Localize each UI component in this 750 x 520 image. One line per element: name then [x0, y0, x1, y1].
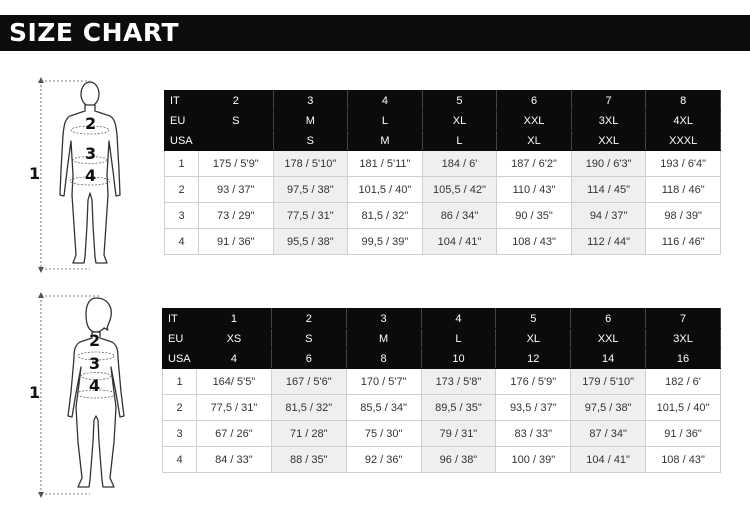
measurement-cell: 97,5 / 38" — [571, 395, 646, 421]
size-cell: XXL — [571, 329, 646, 349]
measurement-cell: 181 / 5'11" — [348, 151, 423, 177]
measurement-cell: 77,5 / 31" — [197, 395, 272, 421]
measurement-cell: 173 / 5'8" — [421, 369, 496, 395]
men-measurement-row — [165, 151, 721, 177]
size-cell: 3XL — [646, 329, 721, 349]
measurement-label: 1 — [163, 369, 197, 395]
size-cell: XL — [497, 131, 572, 151]
size-cell: L — [421, 329, 496, 349]
measurement-cell: 94 / 37" — [571, 203, 646, 229]
size-cell: 2 — [271, 309, 346, 329]
size-cell: 8 — [646, 91, 721, 111]
measurement-cell: 182 / 6' — [646, 369, 721, 395]
size-cell: XS — [197, 329, 272, 349]
measurement-label: 1 — [165, 151, 199, 177]
measurement-label: 4 — [163, 447, 197, 473]
size-system-label: EU — [165, 111, 199, 131]
measurement-cell: 190 / 6'3" — [571, 151, 646, 177]
size-system-label: IT — [163, 309, 197, 329]
male-figure-illustration — [30, 75, 130, 275]
women-waist-label: 3 — [89, 354, 101, 373]
size-cell: 4XL — [646, 111, 721, 131]
size-cell: XL — [422, 111, 497, 131]
measurement-label: 2 — [163, 395, 197, 421]
measurement-cell: 81,5 / 32" — [348, 203, 423, 229]
measurement-cell: 89,5 / 35" — [421, 395, 496, 421]
size-cell: 6 — [497, 91, 572, 111]
women-size-table — [162, 308, 721, 473]
women-header-row — [163, 309, 721, 329]
men-header-row — [165, 91, 721, 111]
measurement-cell: 178 / 5'10" — [273, 151, 348, 177]
measurement-cell: 77,5 / 31" — [273, 203, 348, 229]
measurement-cell: 176 / 5'9" — [496, 369, 571, 395]
measurement-label: 3 — [165, 203, 199, 229]
measurement-cell: 71 / 28" — [271, 421, 346, 447]
men-size-table — [164, 90, 721, 255]
size-cell: 3XL — [571, 111, 646, 131]
measurement-cell: 75 / 30" — [346, 421, 421, 447]
women-hips-label: 4 — [89, 376, 101, 395]
measurement-cell: 104 / 41" — [422, 229, 497, 255]
measurement-cell: 187 / 6'2" — [497, 151, 572, 177]
size-cell: 6 — [271, 349, 346, 369]
male-body-icon — [30, 75, 130, 275]
measurement-cell: 99,5 / 39" — [348, 229, 423, 255]
men-header-row — [165, 111, 721, 131]
measurement-cell: 116 / 46" — [646, 229, 721, 255]
men-hips-label: 4 — [85, 166, 97, 185]
measurement-cell: 167 / 5'6" — [271, 369, 346, 395]
size-cell: 16 — [646, 349, 721, 369]
measurement-cell: 175 / 5'9" — [199, 151, 274, 177]
measurement-cell: 93 / 37" — [199, 177, 274, 203]
size-cell: 4 — [421, 309, 496, 329]
female-body-icon — [30, 292, 130, 502]
size-cell: 10 — [421, 349, 496, 369]
measurement-cell: 97,5 / 38" — [273, 177, 348, 203]
size-cell: 12 — [496, 349, 571, 369]
size-cell: 5 — [422, 91, 497, 111]
measurement-cell: 179 / 5'10" — [571, 369, 646, 395]
size-cell: 8 — [346, 349, 421, 369]
measurement-cell: 104 / 41" — [571, 447, 646, 473]
measurement-cell: 170 / 5'7" — [346, 369, 421, 395]
women-bust-label: 2 — [89, 331, 101, 350]
measurement-cell: 193 / 6'4" — [646, 151, 721, 177]
size-cell: S — [199, 111, 274, 131]
measurement-cell: 87 / 34" — [571, 421, 646, 447]
size-cell: XXXL — [646, 131, 721, 151]
measurement-cell: 81,5 / 32" — [271, 395, 346, 421]
men-waist-label: 3 — [85, 144, 97, 163]
size-cell: L — [422, 131, 497, 151]
measurement-cell: 91 / 36" — [199, 229, 274, 255]
size-cell: XXL — [571, 131, 646, 151]
men-height-label: 1 — [29, 164, 41, 183]
size-cell: L — [348, 111, 423, 131]
measurement-cell: 95,5 / 38" — [273, 229, 348, 255]
size-cell: M — [348, 131, 423, 151]
female-figure-illustration — [30, 292, 130, 502]
measurement-cell: 101,5 / 40" — [348, 177, 423, 203]
measurement-cell: 83 / 33" — [496, 421, 571, 447]
measurement-cell: 101,5 / 40" — [646, 395, 721, 421]
men-chest-label: 2 — [85, 114, 97, 133]
size-cell: XL — [496, 329, 571, 349]
measurement-cell: 91 / 36" — [646, 421, 721, 447]
page-title: SIZE CHART — [9, 18, 180, 47]
measurement-cell: 84 / 33" — [197, 447, 272, 473]
measurement-cell: 90 / 35" — [497, 203, 572, 229]
measurement-label: 2 — [165, 177, 199, 203]
measurement-cell: 105,5 / 42" — [422, 177, 497, 203]
measurement-cell: 92 / 36" — [346, 447, 421, 473]
measurement-cell: 100 / 39" — [496, 447, 571, 473]
men-measurement-row — [165, 229, 721, 255]
measurement-cell: 88 / 35" — [271, 447, 346, 473]
measurement-label: 3 — [163, 421, 197, 447]
men-header-row — [165, 131, 721, 151]
size-cell: 3 — [346, 309, 421, 329]
measurement-cell: 110 / 43" — [497, 177, 572, 203]
size-cell: M — [346, 329, 421, 349]
men-measurement-row — [165, 177, 721, 203]
size-cell: 14 — [571, 349, 646, 369]
size-cell — [199, 131, 274, 151]
measurement-cell: 73 / 29" — [199, 203, 274, 229]
women-height-label: 1 — [29, 383, 41, 402]
women-measurement-row — [163, 447, 721, 473]
size-cell: 3 — [273, 91, 348, 111]
men-measurement-row — [165, 203, 721, 229]
size-cell: S — [271, 329, 346, 349]
measurement-cell: 85,5 / 34" — [346, 395, 421, 421]
women-measurement-row — [163, 369, 721, 395]
women-measurement-row — [163, 421, 721, 447]
measurement-label: 4 — [165, 229, 199, 255]
size-cell: 1 — [197, 309, 272, 329]
measurement-cell: 184 / 6' — [422, 151, 497, 177]
title-bar — [0, 15, 750, 51]
measurement-cell: 114 / 45" — [571, 177, 646, 203]
size-cell: 7 — [646, 309, 721, 329]
measurement-cell: 86 / 34" — [422, 203, 497, 229]
size-system-label: USA — [165, 131, 199, 151]
size-cell: S — [273, 131, 348, 151]
measurement-cell: 164/ 5'5" — [197, 369, 272, 395]
size-cell: M — [273, 111, 348, 131]
women-header-row — [163, 349, 721, 369]
size-system-label: USA — [163, 349, 197, 369]
measurement-cell: 108 / 43" — [646, 447, 721, 473]
measurement-cell: 67 / 26" — [197, 421, 272, 447]
measurement-cell: 98 / 39" — [646, 203, 721, 229]
measurement-cell: 79 / 31" — [421, 421, 496, 447]
women-measurement-row — [163, 395, 721, 421]
size-system-label: EU — [163, 329, 197, 349]
size-cell: 2 — [199, 91, 274, 111]
size-cell: 6 — [571, 309, 646, 329]
size-cell: 4 — [197, 349, 272, 369]
measurement-cell: 93,5 / 37" — [496, 395, 571, 421]
size-cell: 4 — [348, 91, 423, 111]
measurement-cell: 96 / 38" — [421, 447, 496, 473]
measurement-cell: 118 / 46" — [646, 177, 721, 203]
size-system-label: IT — [165, 91, 199, 111]
size-cell: 5 — [496, 309, 571, 329]
measurement-cell: 108 / 43" — [497, 229, 572, 255]
size-cell: 7 — [571, 91, 646, 111]
women-header-row — [163, 329, 721, 349]
size-cell: XXL — [497, 111, 572, 131]
measurement-cell: 112 / 44" — [571, 229, 646, 255]
